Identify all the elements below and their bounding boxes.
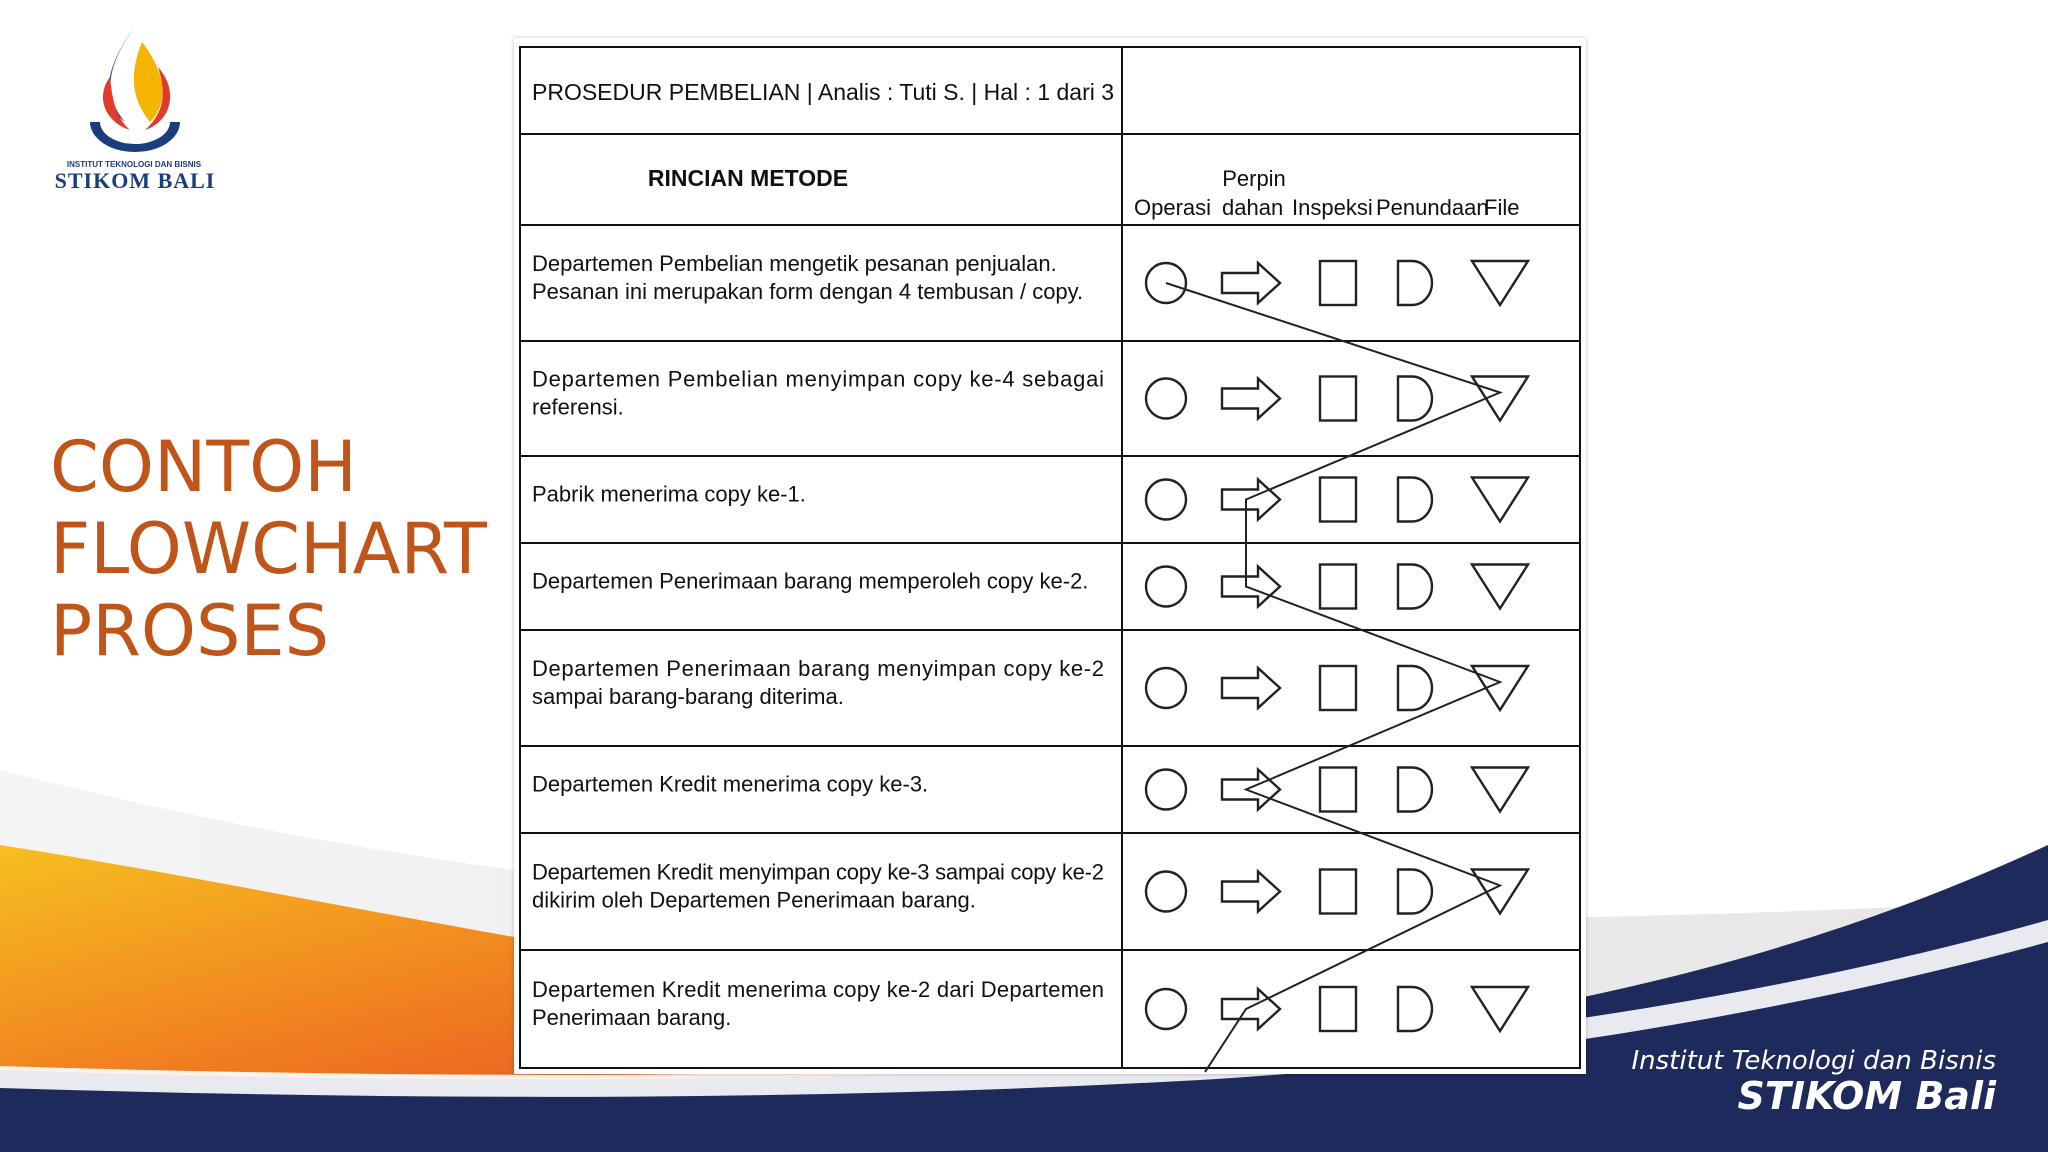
penundaan-d-symbol: [1398, 377, 1432, 421]
symbol-header-inspeksi: Inspeksi: [1292, 195, 1373, 220]
brand-institute: Institut Teknologi dan Bisnis: [1631, 1046, 1996, 1076]
detail-column-header: RINCIAN METODE: [647, 165, 849, 191]
penundaan-d-symbol: [1398, 768, 1432, 812]
penundaan-d-symbol: [1398, 565, 1432, 609]
flow-connector: [1166, 283, 1500, 1072]
chart-header-text: PROSEDUR PEMBELIAN | Analis : Tuti S. | Hal : 1 dari 3: [532, 79, 1115, 105]
step-description: Departemen Penerimaan barang menyimpan copy ke-2: [532, 656, 1104, 681]
step-description: Departemen Penerimaan barang memperoleh copy ke-2.: [532, 568, 1089, 594]
operasi-symbol: [1146, 770, 1186, 810]
step-description: dikirim oleh Departemen Penerimaan barang.: [532, 887, 976, 913]
inspeksi-square-symbol: [1320, 666, 1356, 710]
step-description: Departemen Kredit menerima copy ke-3.: [532, 771, 929, 797]
chart-row: [532, 656, 1528, 710]
penundaan-d-symbol: [1398, 666, 1432, 710]
step-description: Departemen Kredit menyimpan copy ke-3 sampai copy ke-2: [532, 859, 1104, 885]
perpindahan-arrow-symbol: [1222, 567, 1280, 607]
file-triangle-symbol: [1472, 565, 1528, 609]
perpindahan-arrow-symbol: [1222, 989, 1280, 1029]
slide-title-line2: FLOWCHART: [50, 508, 487, 590]
operasi-symbol: [1146, 480, 1186, 520]
step-description: referensi.: [532, 394, 624, 420]
operasi-symbol: [1146, 668, 1186, 708]
chart-row: [532, 768, 1528, 812]
inspeksi-square-symbol: [1320, 261, 1356, 305]
symbol-header-perpindahan-bottom: dahan: [1222, 195, 1284, 220]
operasi-symbol: [1146, 567, 1186, 607]
inspeksi-square-symbol: [1320, 565, 1356, 609]
inspeksi-square-symbol: [1320, 768, 1356, 812]
stikom-logo: [40, 22, 230, 192]
file-triangle-symbol: [1472, 261, 1528, 305]
flame-logo-icon: [70, 22, 200, 157]
penundaan-d-symbol: [1398, 478, 1432, 522]
slide-title-line3: PROSES: [50, 590, 330, 672]
brand-name: STIKOM Bali: [1737, 1074, 1996, 1118]
flow-connector-line: [1166, 283, 1500, 1072]
file-triangle-symbol: [1472, 987, 1528, 1031]
inspeksi-square-symbol: [1320, 870, 1356, 914]
operasi-symbol: [1146, 379, 1186, 419]
slide-title: [50, 426, 490, 672]
chart-row: [532, 251, 1528, 305]
flow-process-chart-svg: [514, 38, 1586, 1074]
step-description: Departemen Pembelian mengetik pesanan penjualan.: [532, 251, 1057, 276]
file-triangle-symbol: [1472, 768, 1528, 812]
step-description: Departemen Kredit menerima copy ke-2 dari Departemen: [532, 977, 1104, 1002]
symbol-header-perpindahan-top: Perpin: [1222, 166, 1286, 191]
logo-name: STIKOM BALI: [54, 168, 216, 193]
step-description: Pesanan ini merupakan form dengan 4 tembusan / copy.: [532, 279, 1084, 304]
inspeksi-square-symbol: [1320, 377, 1356, 421]
perpindahan-arrow-symbol: [1222, 480, 1280, 520]
penundaan-d-symbol: [1398, 261, 1432, 305]
symbol-header-penundaan: Penundaan: [1376, 195, 1489, 220]
operasi-symbol: [1146, 989, 1186, 1029]
perpindahan-arrow-symbol: [1222, 668, 1280, 708]
symbol-header-operasi: Operasi: [1134, 195, 1212, 220]
penundaan-d-symbol: [1398, 987, 1432, 1031]
step-description: Pabrik menerima copy ke-1.: [532, 481, 806, 507]
perpindahan-arrow-symbol: [1222, 770, 1280, 810]
symbol-header-file: File: [1484, 195, 1520, 220]
step-description: Penerimaan barang.: [532, 1005, 732, 1030]
chart-row: [532, 565, 1528, 609]
chart-row: [532, 977, 1528, 1031]
file-triangle-symbol: [1472, 377, 1528, 421]
perpindahan-arrow-symbol: [1222, 872, 1280, 912]
file-triangle-symbol: [1472, 666, 1528, 710]
slide-title-line1: CONTOH: [50, 426, 357, 508]
step-description: Departemen Pembelian menyimpan copy ke-4 sebagai: [532, 366, 1104, 392]
perpindahan-arrow-symbol: [1222, 379, 1280, 419]
perpindahan-arrow-symbol: [1222, 263, 1280, 303]
penundaan-d-symbol: [1398, 870, 1432, 914]
file-triangle-symbol: [1472, 478, 1528, 522]
logo-subtitle: INSTITUT TEKNOLOGI DAN BISNIS: [66, 160, 202, 169]
inspeksi-square-symbol: [1320, 478, 1356, 522]
chart-row: [532, 860, 1528, 914]
operasi-symbol: [1146, 872, 1186, 912]
chart-row: [532, 367, 1528, 421]
inspeksi-square-symbol: [1320, 987, 1356, 1031]
flow-process-chart: [514, 38, 1586, 1074]
file-triangle-symbol: [1472, 870, 1528, 914]
chart-row: [532, 478, 1528, 522]
step-description: sampai barang-barang diterima.: [532, 684, 844, 709]
chart-rows: [532, 251, 1528, 1031]
